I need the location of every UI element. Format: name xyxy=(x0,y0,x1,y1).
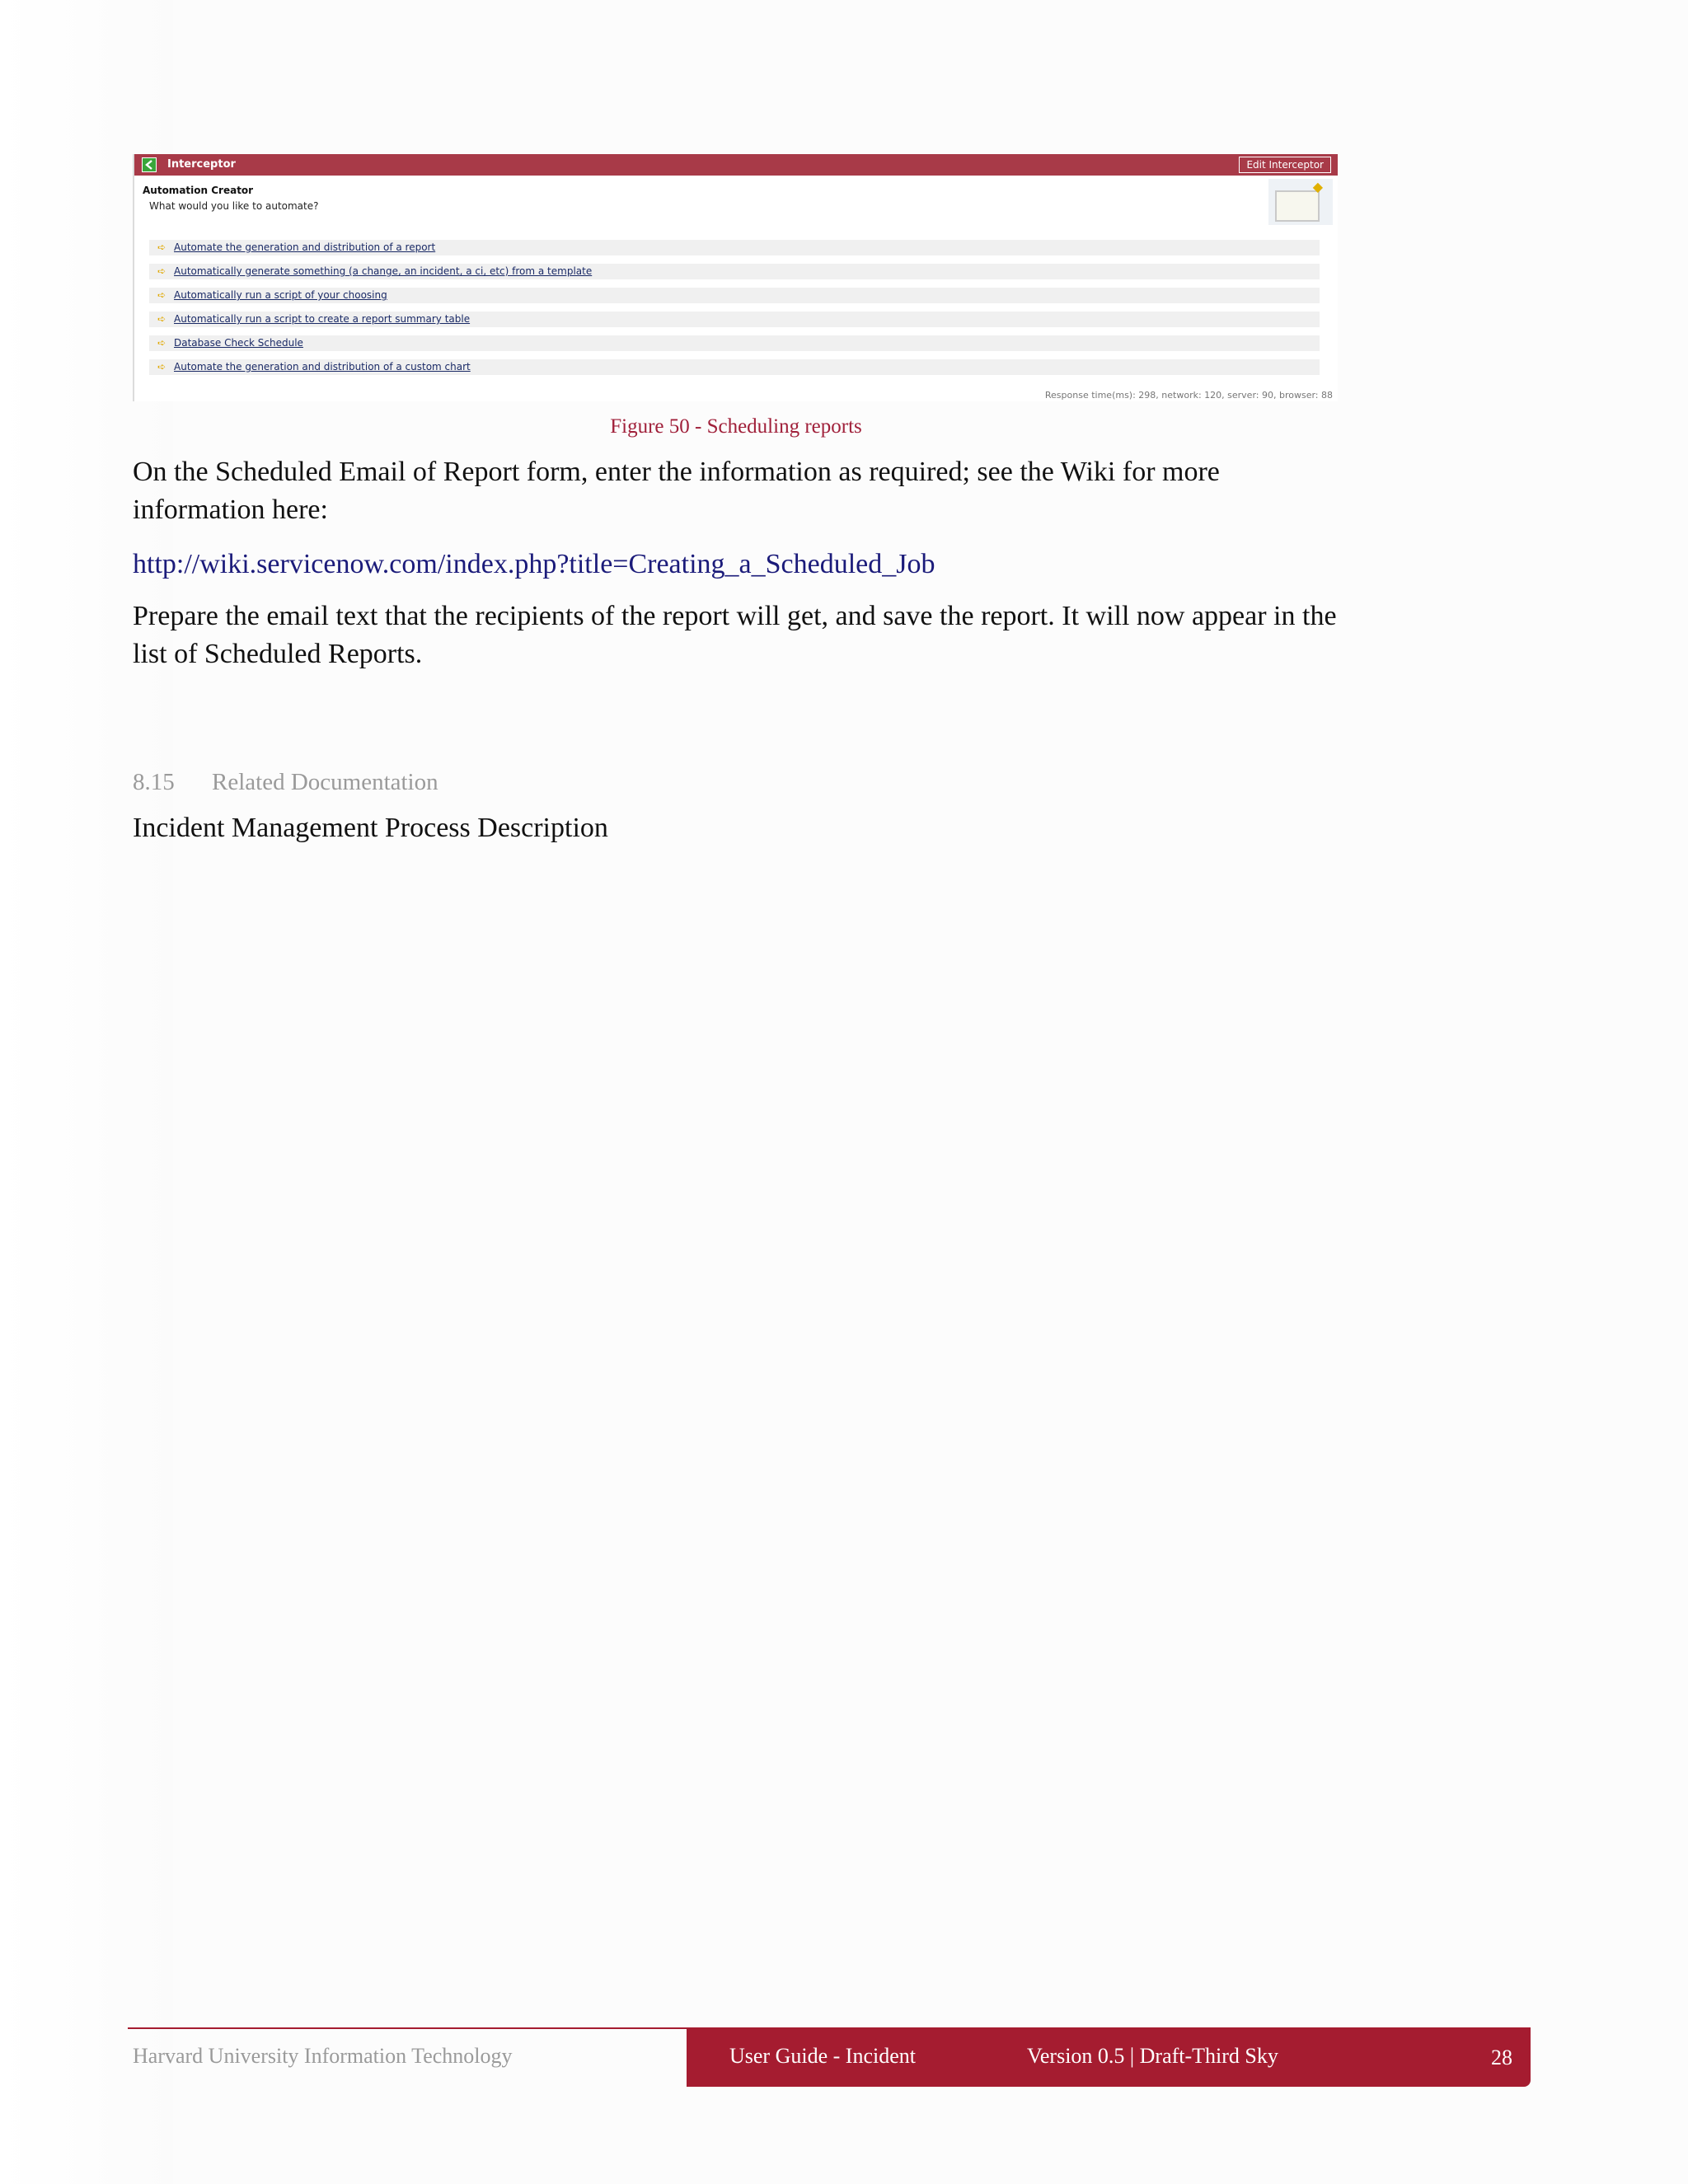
arrow-right-icon: ➪ xyxy=(157,313,166,325)
outro-paragraph: Prepare the email text that the recipients of the report will get, and save the report. It will now appear in the list of Scheduled Reports. xyxy=(133,601,1337,669)
option-link[interactable]: Automatically generate something (a change, an incident, a ci, etc) from a template xyxy=(174,265,593,277)
option-link[interactable]: Automatically run a script of your choosing xyxy=(174,289,387,301)
section-number: 8.15 xyxy=(133,769,175,795)
option-link[interactable]: Automate the generation and distribution of a report xyxy=(174,241,436,253)
footer-organization: Harvard University Information Technology xyxy=(133,2044,513,2068)
footer-guide-title: User Guide - Incident xyxy=(729,2044,916,2068)
arrow-right-icon: ➪ xyxy=(157,337,166,349)
arrow-right-icon: ➪ xyxy=(157,289,166,301)
back-arrow-icon[interactable] xyxy=(142,157,157,172)
option-link[interactable]: Database Check Schedule xyxy=(174,337,303,349)
section-title: Related Documentation xyxy=(212,769,438,795)
page-number: 28 xyxy=(1491,2046,1512,2069)
option-link[interactable]: Automatically run a script to create a report summary table xyxy=(174,313,471,325)
wiki-link[interactable]: http://wiki.servicenow.com/index.php?title=Creating_a_Scheduled_Job xyxy=(133,549,935,579)
list-item xyxy=(149,288,1320,303)
related-document-title: Incident Management Process Description xyxy=(133,813,608,843)
arrow-right-icon: ➪ xyxy=(157,265,166,277)
footer-version: Version 0.5 | Draft-Third Sky xyxy=(1027,2044,1278,2068)
response-time-status: Response time(ms): 298, network: 120, server: 90, browser: 88 xyxy=(1044,390,1333,401)
list-item xyxy=(149,240,1320,255)
option-link[interactable]: Automate the generation and distribution of a custom chart xyxy=(174,361,471,373)
calendar-illustration-icon: ◆ xyxy=(1268,179,1333,225)
automation-options-list xyxy=(149,240,1320,383)
interceptor-title-bar xyxy=(134,154,1338,176)
figure-caption: Figure 50 - Scheduling reports xyxy=(610,415,862,438)
list-item xyxy=(149,264,1320,279)
footer-band xyxy=(687,2027,1531,2087)
arrow-right-icon: ➪ xyxy=(157,361,166,373)
list-item xyxy=(149,359,1320,375)
automation-creator-heading: Automation Creator xyxy=(143,185,254,196)
window-title: Interceptor xyxy=(167,158,236,171)
intro-paragraph: On the Scheduled Email of Report form, enter the information as required; see the Wiki for more information here: xyxy=(133,457,1220,525)
automate-question: What would you like to automate? xyxy=(149,200,319,212)
arrow-right-icon: ➪ xyxy=(157,241,166,253)
figure-scheduling-reports xyxy=(133,154,1338,401)
list-item xyxy=(149,312,1320,327)
list-item xyxy=(149,335,1320,351)
edit-interceptor-button[interactable]: Edit Interceptor xyxy=(1239,157,1331,173)
footer-divider xyxy=(128,2027,688,2029)
